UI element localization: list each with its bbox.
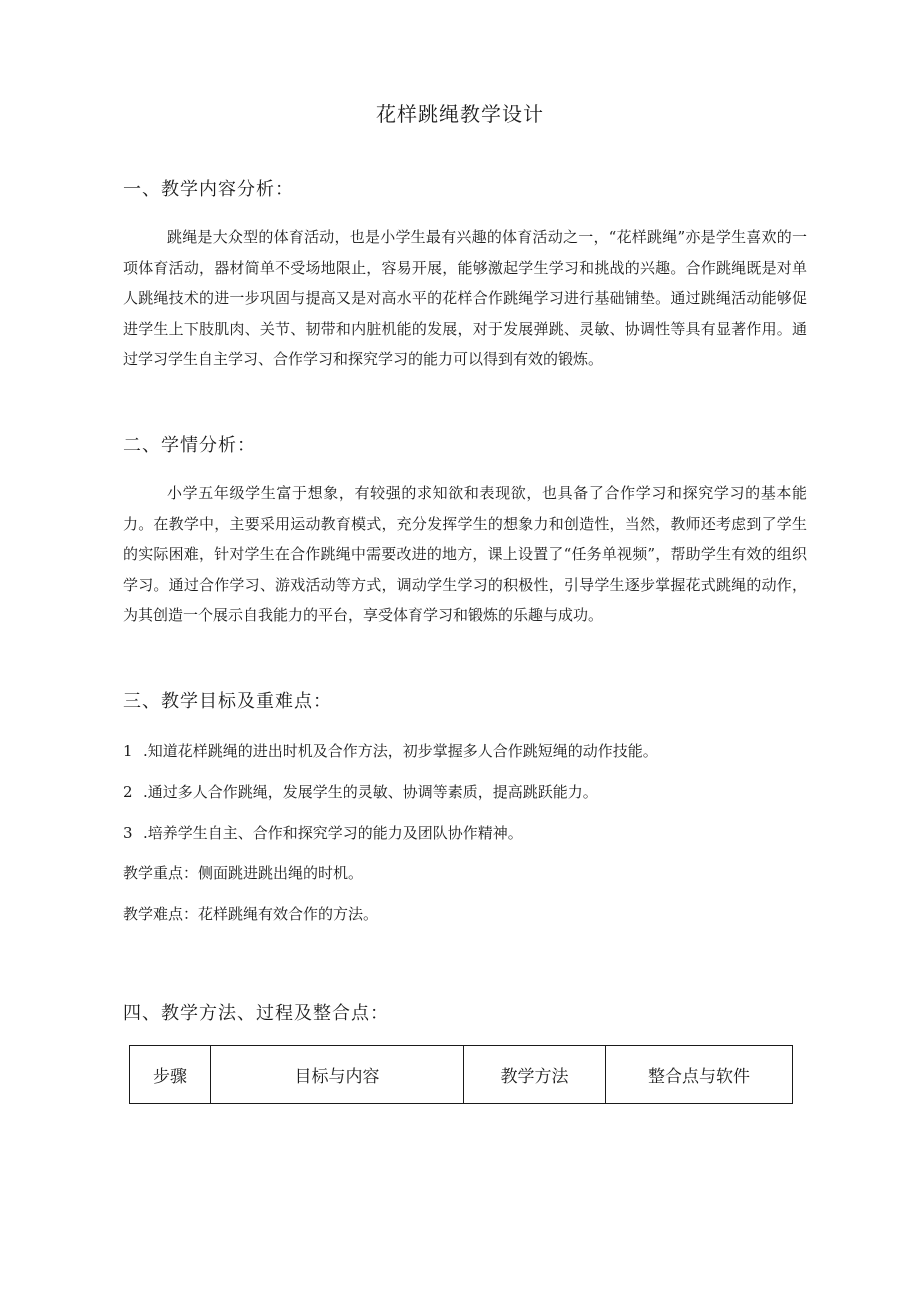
objective-number: 1: [123, 742, 133, 760]
section-heading-objectives: 三、教学目标及重难点：: [123, 691, 332, 712]
objective-number: 3: [123, 824, 133, 842]
document-title: 花样跳绳教学设计: [376, 102, 544, 126]
table-header-cell: 目标与内容: [211, 1046, 464, 1104]
content-analysis-paragraph: 跳绳是大众型的体育活动，也是小学生最有兴趣的体育活动之一，“花样跳绳”亦是学生喜欢的一项体育活动，器材简单不受场地限止，容易开展，能够激起学生学习和挑战的兴趣。合作跳绳既是对单人跳绳技术的进一步巩固与提高又是对高水平的花样合作跳绳学习进行基础铺垫。通过跳绳活动能够促进学生上下肢肌肉、关节、韧带和内脏机能的发展，对于发展弹跳、灵敏、协调性等具有显著作用。通过学习学生自主学习、合作学习和探究学习的能力可以得到有效的锻炼。: [123, 228, 807, 368]
table-header-cell: 教学方法: [464, 1046, 606, 1104]
key-point: 教学重点：侧面跳进跳出绳的时机。: [123, 864, 364, 882]
table-header-cell: 步骤: [130, 1046, 211, 1104]
objective-item-2: [123, 781, 598, 802]
difficult-point: 教学难点：花样跳绳有效合作的方法。: [123, 905, 379, 923]
objective-text: .通过多人合作跳绳，发展学生的灵敏、协调等素质，提高跳跃能力。: [143, 783, 598, 801]
objective-text: .知道花样跳绳的进出时机及合作方法，初步掌握多人合作跳短绳的动作技能。: [143, 742, 658, 760]
objective-item-1: [123, 740, 658, 761]
table-header-row: [130, 1046, 793, 1104]
section-heading-methods: 四、教学方法、过程及整合点：: [123, 1003, 389, 1024]
objective-text: .培养学生自主、合作和探究学习的能力及团队协作精神。: [143, 824, 523, 842]
section-heading-student-analysis: 二、学情分析：: [123, 435, 256, 456]
section-heading-content-analysis: 一、教学内容分析：: [123, 179, 294, 200]
student-analysis-paragraph: 小学五年级学生富于想象，有较强的求知欲和表现欲，也具备了合作学习和探究学习的基本能力。在教学中，主要采用运动教育模式，充分发挥学生的想象力和创造性，当然，教师还考虑到了学生的实际困难，针对学生在合作跳绳中需要改进的地方，课上设置了“任务单视频”，帮助学生有效的组织学习。通过合作学习、游戏活动等方式，调动学生学习的积极性，引导学生逐步掌握花式跳绳的动作，为其创造一个展示自我能力的平台，享受体育学习和锻炼的乐趣与成功。: [123, 484, 807, 624]
teaching-process-table: [129, 1045, 793, 1104]
objective-item-3: [123, 822, 523, 843]
objective-number: 2: [123, 783, 133, 801]
table-header-cell: 整合点与软件: [606, 1046, 793, 1104]
